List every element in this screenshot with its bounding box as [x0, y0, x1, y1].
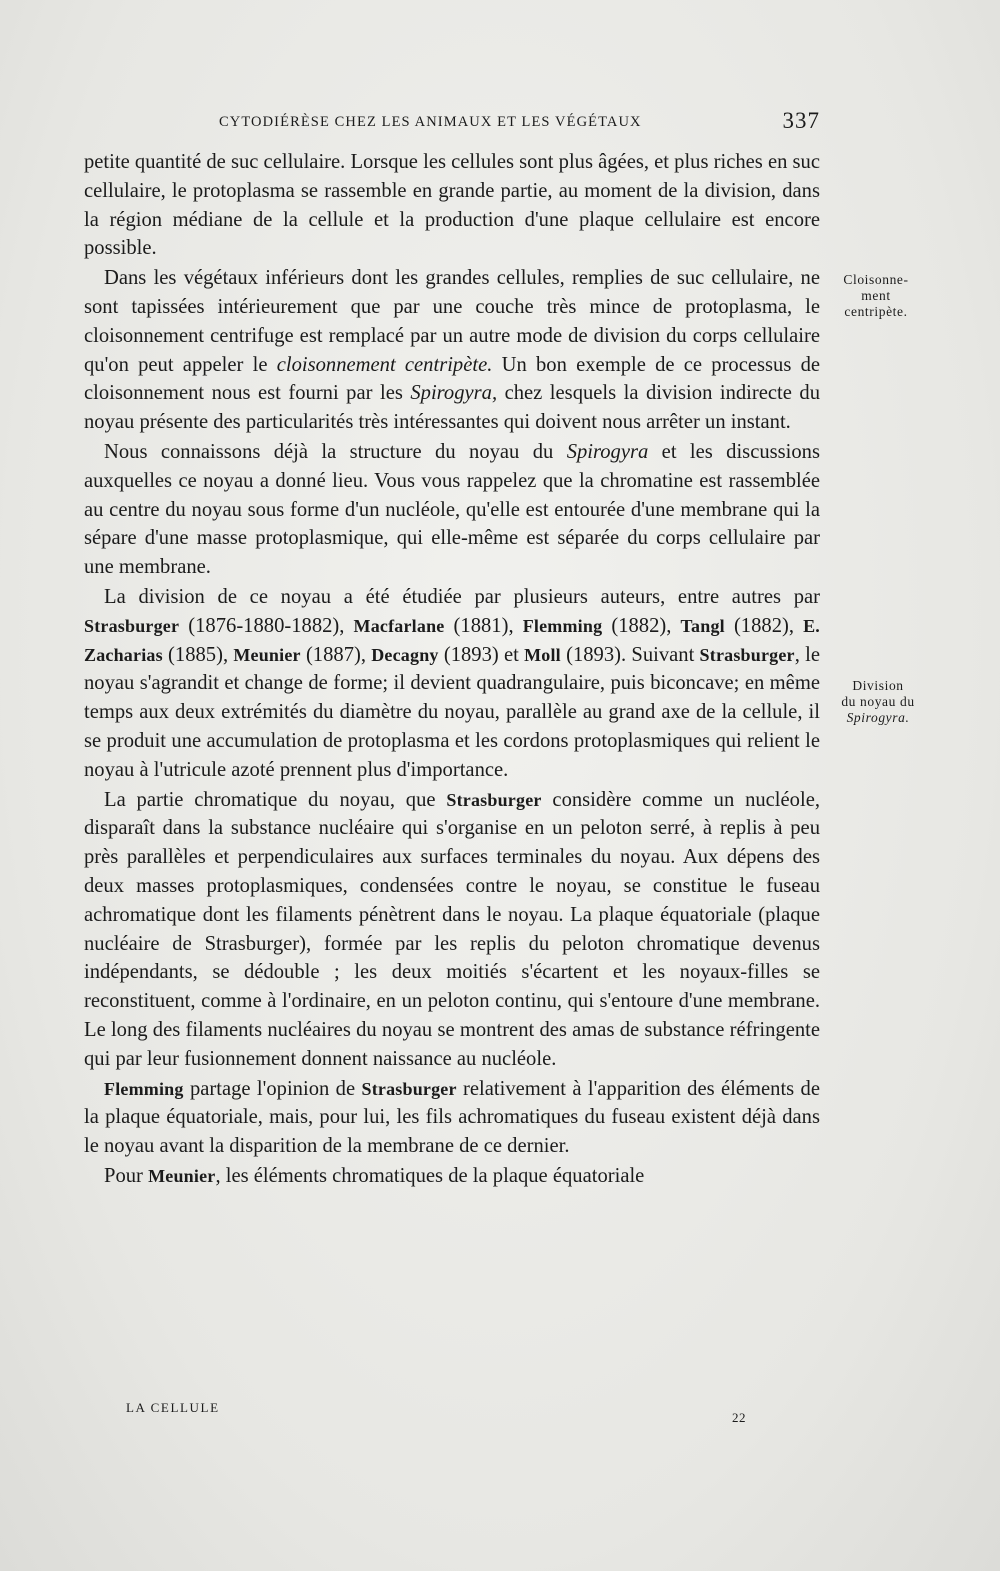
author-name: Tangl	[680, 615, 725, 636]
margin-note-line: ment	[861, 288, 891, 303]
margin-note-line: Spirogyra.	[846, 710, 910, 725]
text-run: partage l'opinion de	[183, 1077, 362, 1100]
signature-mark: 22	[732, 1410, 746, 1425]
body-text	[84, 148, 820, 1192]
author-name: Macfarlane	[353, 615, 445, 636]
running-title: CYTODIÉRÈSE CHEZ LES ANIMAUX ET LES VÉGÉTAUX	[219, 114, 642, 130]
text-run: , les éléments chromatiques de la plaque équatoriale	[215, 1164, 645, 1187]
author-name: E. Zacharias	[84, 615, 820, 665]
author-name: Flemming	[522, 615, 603, 636]
text-run: considère comme un nucléole, disparaît dans la substance nucléaire qui s'organise en un peloton serré, à replis à peu près parallèles et perpendiculaires aux surfaces terminales du noyau. Aux dépens des deux masses protoplasmiques, condensées contre le noyau, se constitue le fuseau achromatique dont les filaments pénètrent dans le noyau. La plaque équatoriale (plaque nucléaire de Strasburger), formée par les replis du peloton chromatique devenus indépendants, se dédouble ; les deux moitiés s'écartent et les noyaux-filles se reconstituent, comme à l'ordinaire, en un peloton continu, qui s'entoure d'une membrane. Le long des filaments nucléaires du noyau se montrent des amas de substance réfringente qui par leur fusionnement donnent naissance au nucléole.	[84, 788, 820, 1070]
author-name: Flemming	[104, 1078, 184, 1099]
text-run: (1893). Suivant	[560, 643, 700, 666]
margin-note-line: Division	[852, 678, 904, 693]
text-run: (1885),	[162, 643, 234, 666]
author-name: Strasburger	[446, 789, 542, 810]
paragraph-1: petite quantité de suc cellulaire. Lorsque les cellules sont plus âgées, et plus riches en suc cellulaire, le protoplasma se rassemble en grande partie, au moment de la division, dans la région médiane de la cellule et la production d'une plaque cellulaire est encore possible.	[84, 151, 820, 260]
paragraph-4	[84, 583, 820, 785]
margin-note-line: du noyau du	[841, 694, 915, 709]
margin-note-division	[826, 678, 930, 726]
italic-term: Spirogyra	[566, 440, 649, 463]
text-run: Dans les végétaux inférieurs dont les grandes cellules, remplies de suc cellulaire, ne sont tapissées intérieurement que par une couche très mince de protoplasma, le cloisonnement centrifuge est remplacé par un autre mode de division du corps cellulaire qu'on peut appeler le	[84, 267, 820, 376]
author-name: Moll	[524, 644, 561, 665]
paragraph-2	[84, 264, 820, 437]
margin-note-line: centripète.	[844, 304, 908, 319]
page-number: 337	[782, 108, 820, 133]
text-run: relativement à l'apparition des éléments de la plaque équatoriale, mais, pour lui, les fils achromatiques du fuseau existent déjà dans le noyau avant la disparition de la membrane de ce dernier.	[84, 1077, 820, 1158]
author-name: Strasburger	[699, 644, 795, 665]
text-run: (1882),	[602, 614, 681, 637]
page-header	[84, 108, 820, 142]
text-run: (1882),	[724, 614, 804, 637]
italic-term: Spirogyra,	[410, 382, 498, 405]
author-name: Strasburger	[84, 615, 180, 636]
text-run: La division de ce noyau a été étudiée par plusieurs auteurs, entre autres par	[104, 585, 820, 608]
page-footer	[84, 1400, 820, 1424]
footer-book-title: LA CELLULE	[126, 1400, 220, 1415]
text-run: (1876-1880-1882),	[179, 614, 354, 637]
text-run: Un bon exemple de ce processus de cloisonnement nous est fourni par les	[84, 353, 821, 405]
paragraph-5	[84, 786, 820, 1074]
text-run: La partie chromatique du noyau, que	[104, 788, 447, 811]
italic-term: cloisonnement centripète.	[276, 353, 493, 376]
author-name: Meunier	[233, 644, 301, 665]
text-run: Pour	[104, 1164, 149, 1187]
margin-note-cloisonnement	[826, 272, 926, 320]
paragraph-6	[84, 1075, 820, 1161]
text-run: , le noyau s'agrandit et change de forme; il devient quadrangulaire, puis biconcave; en même temps aux deux extrémités du diamètre du noyau, parallèle au grand axe de la cellule, il se produit une accumulation de protoplasma et les cordons protoplasmiques qui relient le noyau à l'utricule azoté prennent plus d'importance.	[84, 643, 820, 781]
text-run: (1887),	[300, 643, 372, 666]
paragraph-3	[84, 438, 820, 582]
text-run: (1893) et	[438, 643, 525, 666]
author-name: Meunier	[148, 1165, 216, 1186]
text-run: chez lesquels la division indirecte du noyau présente des particularités très intéressantes qui doivent nous arrêter un instant.	[84, 382, 820, 434]
text-run: Nous connaissons déjà la structure du noyau du	[104, 440, 567, 463]
text-run: (1881),	[444, 614, 523, 637]
paragraph-7	[84, 1162, 820, 1191]
author-name: Strasburger	[361, 1078, 457, 1099]
author-name: Decagny	[371, 644, 439, 665]
margin-note-line: Cloisonne-	[843, 272, 909, 287]
text-run: et les discussions auxquelles ce noyau a donné lieu. Vous vous rappelez que la chromatine est rassemblée au centre du noyau sous forme d'un nucléole, qu'elle est entourée d'une membrane qui la sépare d'une masse protoplasmique, qui elle-même est séparée du corps cellulaire par une membrane.	[84, 440, 820, 579]
